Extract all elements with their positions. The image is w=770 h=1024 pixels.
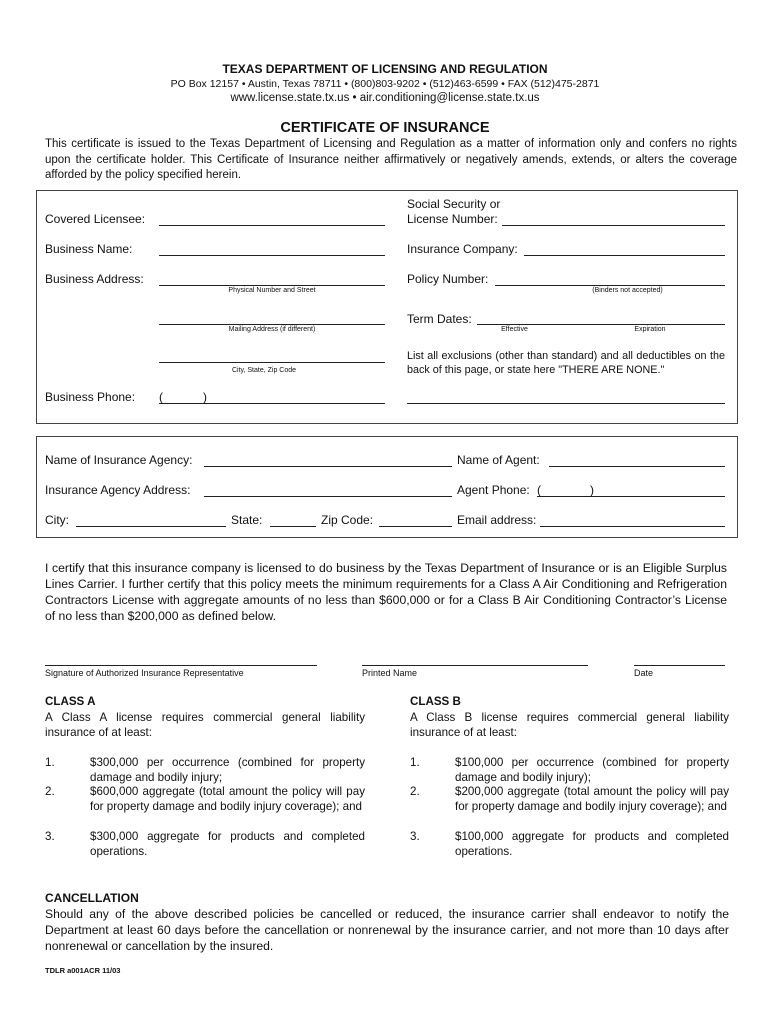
license-number-field[interactable] — [502, 225, 725, 226]
class-a-item-3 — [45, 829, 365, 858]
class-b-item-text: $200,000 aggregate (total amount the policy will pay for property damage and bodily injury coverage); and — [455, 785, 729, 813]
effective-caption: Effective — [501, 326, 528, 333]
insurance-company-label: Insurance Company: — [407, 242, 518, 256]
state-label: State: — [231, 513, 263, 527]
zip-label: Zip Code: — [321, 513, 374, 527]
covered-licensee-label: Covered Licensee: — [45, 212, 146, 226]
exclusions-note: List all exclusions (other than standard) and all deductibles on the back of this page, or state here "THERE ARE NONE." — [407, 350, 725, 376]
printed-name-caption: Printed Name — [362, 668, 418, 678]
policy-number-field[interactable] — [495, 285, 725, 286]
class-b-item-1 — [410, 755, 729, 784]
class-a-item-text: $600,000 aggregate (total amount the policy will pay for property damage and bodily injury coverage); and — [90, 785, 365, 813]
term-dates-label: Term Dates: — [407, 312, 472, 326]
agency-address-field[interactable] — [204, 496, 452, 497]
email-field[interactable] — [540, 526, 725, 527]
class-a-item-1 — [45, 755, 365, 784]
cancellation-heading: CANCELLATION — [45, 891, 139, 905]
phone-open-paren: ( — [159, 390, 163, 404]
business-name-label: Business Name: — [45, 242, 133, 256]
city-state-zip-field[interactable] — [159, 362, 385, 363]
agency-address-label: Insurance Agency Address: — [45, 483, 191, 497]
class-b-item-2 — [410, 784, 729, 813]
class-b-heading: CLASS B — [410, 695, 461, 708]
covered-licensee-field[interactable] — [159, 225, 385, 226]
physical-address-caption: Physical Number and Street — [228, 287, 316, 294]
agent-phone-label: Agent Phone: — [457, 483, 530, 497]
term-dates-field[interactable] — [477, 324, 725, 325]
expiration-caption: Expiration — [634, 326, 666, 333]
agency-contact: PO Box 12157 • Austin, Texas 78711 • (800)803-9202 • (512)463-6599 • FAX (512)475-2871 — [170, 78, 600, 90]
ssn-label-line1: Social Security or — [407, 197, 501, 211]
signature-caption: Signature of Authorized Insurance Representative — [45, 668, 244, 678]
form-id: TDLR a001ACR 11/03 — [45, 966, 121, 975]
mailing-address-field[interactable] — [159, 324, 385, 325]
class-b-item-text: $100,000 per occurrence (combined for property damage and bodily injury); — [455, 756, 729, 784]
agency-name: TEXAS DEPARTMENT OF LICENSING AND REGULATION — [222, 62, 548, 76]
class-a-description: A Class A license requires commercial general liability insurance of at least: — [45, 711, 365, 739]
policy-number-label: Policy Number: — [407, 272, 489, 286]
business-name-field[interactable] — [159, 255, 385, 256]
zip-field[interactable] — [379, 526, 452, 527]
business-phone-label: Business Phone: — [45, 390, 136, 404]
agent-name-field[interactable] — [549, 466, 725, 467]
date-field[interactable] — [634, 665, 725, 666]
agent-phone-field[interactable] — [537, 496, 725, 497]
exclusions-field[interactable] — [407, 403, 725, 404]
class-b-item-text: $100,000 aggregate for products and completed operations. — [455, 830, 729, 858]
mailing-address-caption: Mailing Address (if different) — [228, 326, 316, 333]
agency-name-field[interactable] — [204, 466, 452, 467]
page-title: CERTIFICATE OF INSURANCE — [280, 120, 490, 136]
class-a-item-number: 2. — [45, 785, 55, 798]
agent-phone-open-paren: ( — [537, 483, 541, 497]
intro-paragraph: This certificate is issued to the Texas Department of Licensing and Regulation as a matter of information only and confers no rights upon the certificate holder. This Certificate of Insurance neither affirmatively or negatively amends, extends, or alters the coverage afforded by the policy specified herein. — [45, 138, 737, 181]
class-b-description: A Class B license requires commercial general liability insurance of at least: — [410, 711, 729, 739]
agent-phone-close-paren: ) — [590, 483, 594, 497]
agency-web: www.license.state.tx.us • air.conditioning@license.state.tx.us — [230, 92, 540, 104]
physical-address-field[interactable] — [159, 285, 385, 286]
class-b-item-number: 3. — [410, 830, 420, 843]
city-state-zip-caption: City, State, Zip Code — [231, 367, 297, 374]
state-field[interactable] — [270, 526, 316, 527]
date-caption: Date — [634, 668, 654, 678]
agency-name-label: Name of Insurance Agency: — [45, 453, 193, 467]
class-b-item-number: 2. — [410, 785, 420, 798]
cancellation-text: Should any of the above described policies be cancelled or reduced, the insurance carrier shall endeavor to notify the Department at least 60 days before the cancellation or nonrenewal by the insurance carrier, and not more than 10 days after nonrenewal or cancellation by the insured. — [45, 907, 729, 953]
business-phone-field[interactable] — [159, 403, 385, 404]
class-a-item-text: $300,000 per occurrence (combined for property damage and bodily injury; — [90, 756, 365, 784]
class-a-item-text: $300,000 aggregate for products and completed operations. — [90, 830, 365, 858]
class-b-item-3 — [410, 829, 729, 858]
class-a-item-number: 1. — [45, 756, 55, 769]
agent-name-label: Name of Agent: — [457, 453, 540, 467]
class-a-heading: CLASS A — [45, 695, 96, 708]
printed-name-field[interactable] — [362, 665, 588, 666]
city-field[interactable] — [76, 526, 226, 527]
business-address-label: Business Address: — [45, 272, 144, 286]
class-a-item-number: 3. — [45, 830, 55, 843]
insurance-company-field[interactable] — [524, 255, 725, 256]
certification-paragraph: I certify that this insurance company is licensed to do business by the Texas Department of Insurance or is an Eligible Surplus Lines Carrier. I further certify that this policy meets the minimum requirements for a Class A Air Conditioning and Refrigeration Contractors License with aggregate amounts of no less than $600,000 or for a Class B Air Conditioning Contractor’s License of no less than $200,000 as defined below. — [45, 561, 727, 623]
email-label: Email address: — [457, 513, 537, 527]
signature-field[interactable] — [45, 665, 317, 666]
ssn-label-line2: License Number: — [407, 212, 498, 226]
phone-close-paren: ) — [203, 390, 207, 404]
binders-caption: (Binders not accepted) — [592, 287, 663, 294]
class-a-item-2 — [45, 784, 365, 813]
class-b-item-number: 1. — [410, 756, 420, 769]
city-label: City: — [45, 513, 69, 527]
